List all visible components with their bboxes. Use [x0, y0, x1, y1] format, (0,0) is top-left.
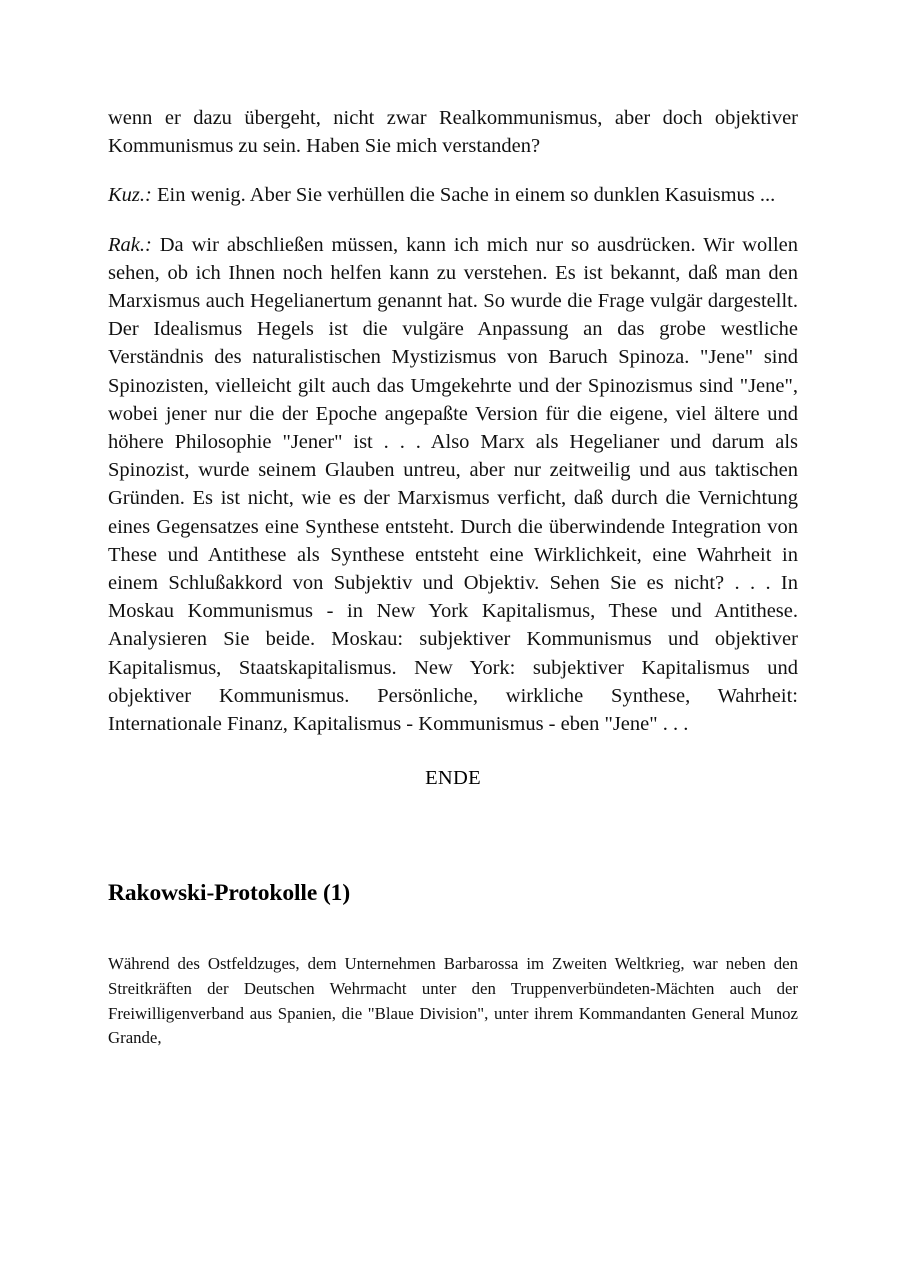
section-body-paragraph: Während des Ostfeldzuges, dem Unternehmen Barbarossa im Zweiten Weltkrieg, war neben den Streitkräften der Deutschen Wehrmacht unter den Truppenverbündeten-Mächten auch der Freiwilligenverband aus Spanien, die "Blaue Division", unter ihrem Kommandanten General Munoz Grande, — [108, 954, 798, 1048]
paragraph-rak — [108, 231, 798, 739]
end-marker-container — [108, 764, 798, 792]
speaker-label-kuz: Kuz.: — [108, 184, 152, 207]
paragraph-kuz — [108, 181, 798, 209]
paragraph-text: Da wir abschließen müssen, kann ich mich nur so ausdrücken. Wir wollen sehen, ob ich Ihnen noch helfen kann zu verstehen. Es ist bekannt, daß man den Marxismus auch Hegelianertum genannt hat. So wurde die Frage vulgär dargestellt. Der Idealismus Hegels ist die vulgäre Anpassung an das grobe westliche Verständnis des naturalistischen Mystizismus von Baruch Spinoza. "Jene" sind Spinozisten, vielleicht gilt auch das Umgekehrte und der Spinozismus sind "Jene", wobei jener nur die der Epoche angepaßte Version für die eigene, viel ältere und höhere Philosophie "Jener" ist . . . Also Marx als Hegelianer und darum als Spinozist, wurde seinem Glauben untreu, aber nur zeitweilig und aus taktischen Gründen. Es ist nicht, wie es der Marxismus verficht, daß durch die Vernichtung eines Gegensatzes eine Synthese entsteht. Durch die überwindende Integration von These und Antithese als Synthese entsteht eine Wirklichkeit, eine Wahrheit in einem Schlußakkord von Subjektiv und Objektiv. Sehen Sie es nicht? . . . In Moskau Kommunismus - in New York Kapitalismus, These und Antithese. Analysieren Sie beide. Moskau: subjektiver Kommunismus und objektiver Kapitalismus, Staatskapitalismus. New York: subjektiver Kapitalismus und objektiver Kommunismus. Persönliche, wirkliche Synthese, Wahrheit: Internationale Finanz, Kapitalismus - Kommunismus - eben "Jene" . . . — [108, 233, 798, 736]
section-body-container — [108, 952, 798, 1050]
paragraph-text: Ein wenig. Aber Sie verhüllen die Sache in einem so dunklen Kasuismus ... — [151, 184, 776, 207]
end-marker: ENDE — [425, 767, 481, 790]
speaker-label-rak: Rak.: — [108, 233, 152, 256]
paragraph-continuation — [108, 104, 798, 160]
section-heading: Rakowski-Protokolle (1) — [108, 880, 351, 907]
section-heading-container — [108, 878, 798, 908]
page-content — [108, 104, 798, 1051]
paragraph-text: wenn er dazu übergeht, nicht zwar Realkommunismus, aber doch objektiver Kommunismus zu sein. Haben Sie mich verstanden? — [108, 107, 798, 158]
